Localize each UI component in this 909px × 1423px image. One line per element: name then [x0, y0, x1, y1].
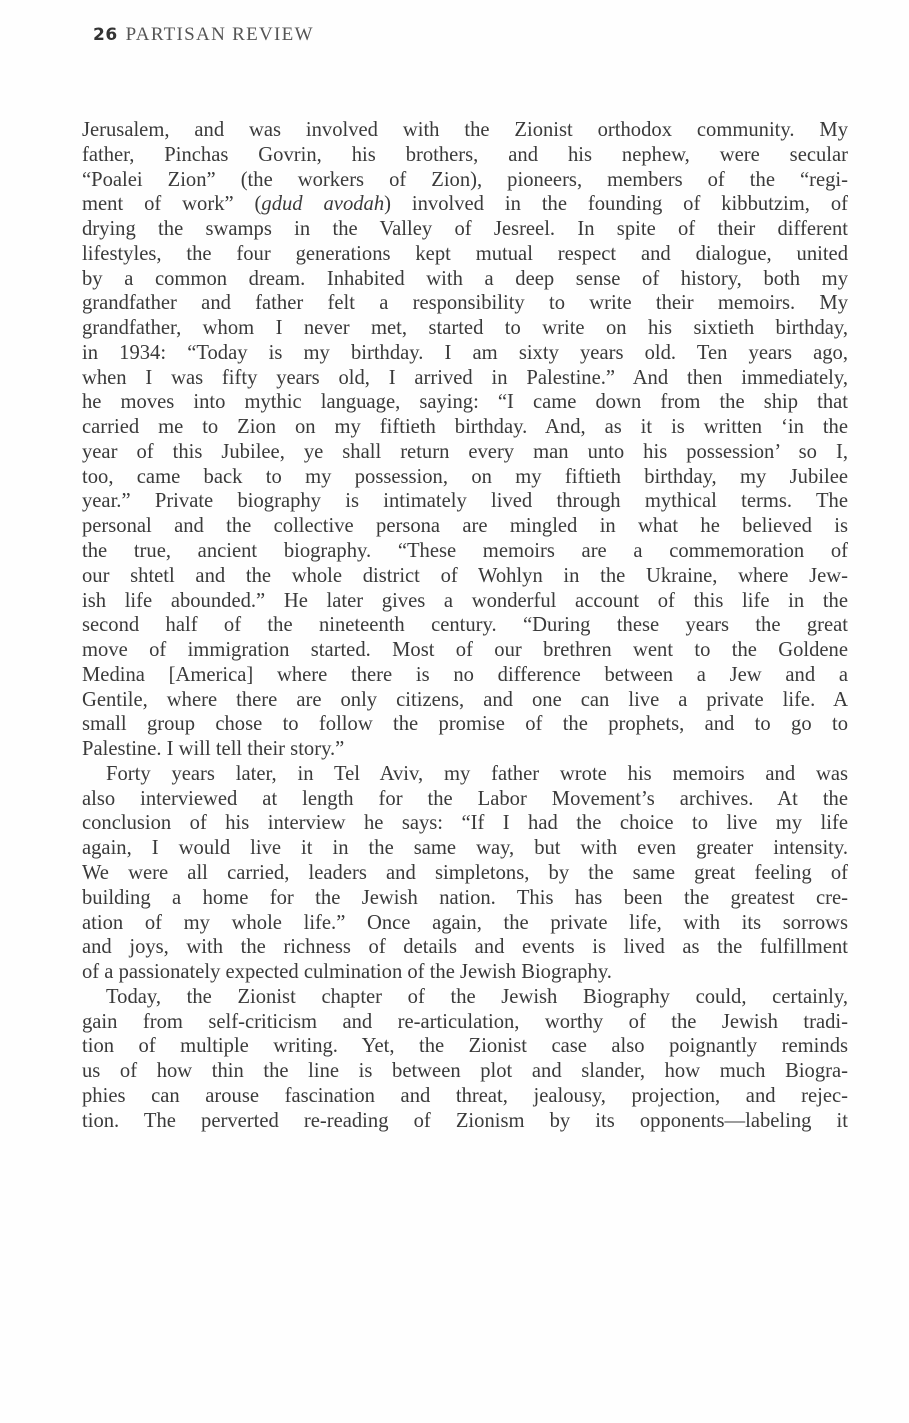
text-line: the true, ancient biography. “These memoirs are a commemoration of	[82, 540, 848, 563]
text-line: lifestyles, the four generations kept mutual respect and dialogue, united	[82, 242, 848, 265]
text-line: building a home for the Jewish nation. This has been the greatest cre-	[82, 886, 848, 909]
text-line: tion of multiple writing. Yet, the Zionist case also poignantly reminds	[82, 1035, 848, 1058]
text-line: conclusion of his interview he says: “If I had the choice to live my life	[82, 812, 848, 835]
text-line: in 1934: “Today is my birthday. I am sixty years old. Ten years ago,	[82, 341, 848, 364]
text-line: our shtetl and the whole district of Wohlyn in the Ukraine, where Jew-	[82, 564, 848, 587]
text-line: by a common dream. Inhabited with a deep sense of history, both my	[82, 267, 848, 290]
text-line: Palestine. I will tell their story.”	[82, 738, 345, 761]
page-number: 26	[93, 25, 118, 45]
text-line: ish life abounded.” He later gives a wonderful account of this life in the	[82, 589, 848, 612]
text-line: again, I would live it in the same way, but with even greater intensity.	[82, 837, 848, 860]
text-line: he moves into mythic language, saying: “I came down from the ship that	[82, 391, 848, 414]
text-line: “Poalei Zion” (the workers of Zion), pioneers, members of the “regi-	[82, 168, 848, 191]
paragraph-3	[82, 985, 848, 1134]
body-text	[82, 118, 848, 1133]
text-line: of a passionately expected culmination of the Jewish Biography.	[82, 961, 612, 984]
text-line: grandfather, whom I never met, started to write on his sixtieth birthday,	[82, 317, 848, 340]
text-line: Forty years later, in Tel Aviv, my father wrote his memoirs and was	[106, 762, 848, 785]
text-line: small group chose to follow the promise of the prophets, and to go to	[82, 713, 848, 736]
text-line: Medina [America] where there is no difference between a Jew and a	[82, 663, 848, 686]
text-line: year.” Private biography is intimately lived through mythical terms. The	[82, 490, 848, 513]
text-line: us of how thin the line is between plot and slander, how much Biogra-	[82, 1060, 848, 1083]
journal-title: PARTISAN REVIEW	[125, 24, 314, 45]
text-line: second half of the nineteenth century. “During these years the great	[82, 614, 848, 637]
text-line: carried me to Zion on my fiftieth birthday. And, as it is written ‘in the	[82, 416, 848, 439]
text-line: also interviewed at length for the Labor Movement’s archives. At the	[82, 787, 848, 810]
text-line: phies can arouse fascination and threat, jealousy, projection, and rejec-	[82, 1084, 848, 1107]
text-line: Jerusalem, and was involved with the Zionist orthodox community. My	[82, 119, 848, 141]
text-line: too, came back to my possession, on my fiftieth birthday, my Jubilee	[82, 465, 848, 488]
text-line: father, Pinchas Govrin, his brothers, and his nephew, were secular	[82, 143, 848, 166]
text-line: and joys, with the richness of details and events is lived as the fulfillment	[82, 936, 848, 959]
text-line: Gentile, where there are only citizens, and one can live a private life. A	[82, 688, 848, 711]
text-line: move of immigration started. Most of our brethren went to the Goldene	[82, 639, 848, 662]
text-line: Today, the Zionist chapter of the Jewish Biography could, certainly,	[106, 985, 848, 1008]
text-run: ) involved in the founding of kibbutzim, of	[384, 193, 848, 216]
text-line: when I was fifty years old, I arrived in Palestine.” And then immediately,	[82, 366, 848, 389]
paragraph-2	[82, 762, 848, 985]
text-line-with-italic	[82, 192, 848, 217]
text-line: gain from self-criticism and re-articulation, worthy of the Jewish tradi-	[82, 1010, 848, 1033]
text-line: ation of my whole life.” Once again, the private life, with its sorrows	[82, 911, 848, 934]
text-line: year of this Jubilee, ye shall return every man unto his possession’ so I,	[82, 440, 848, 463]
text-run: ment of work” (	[82, 193, 262, 216]
paragraph-1	[82, 118, 848, 762]
italic-term: gdud avodah	[261, 193, 385, 216]
text-line: We were all carried, leaders and simpletons, by the same great feeling of	[82, 861, 848, 884]
text-line: personal and the collective persona are mingled in what he believed is	[82, 515, 848, 538]
text-line: tion. The perverted re-reading of Zionism by its opponents—labeling it	[82, 1109, 848, 1132]
text-line: drying the swamps in the Valley of Jesreel. In spite of their different	[82, 218, 848, 241]
text-line: grandfather and father felt a responsibility to write their memoirs. My	[82, 292, 848, 315]
running-head	[93, 24, 314, 46]
